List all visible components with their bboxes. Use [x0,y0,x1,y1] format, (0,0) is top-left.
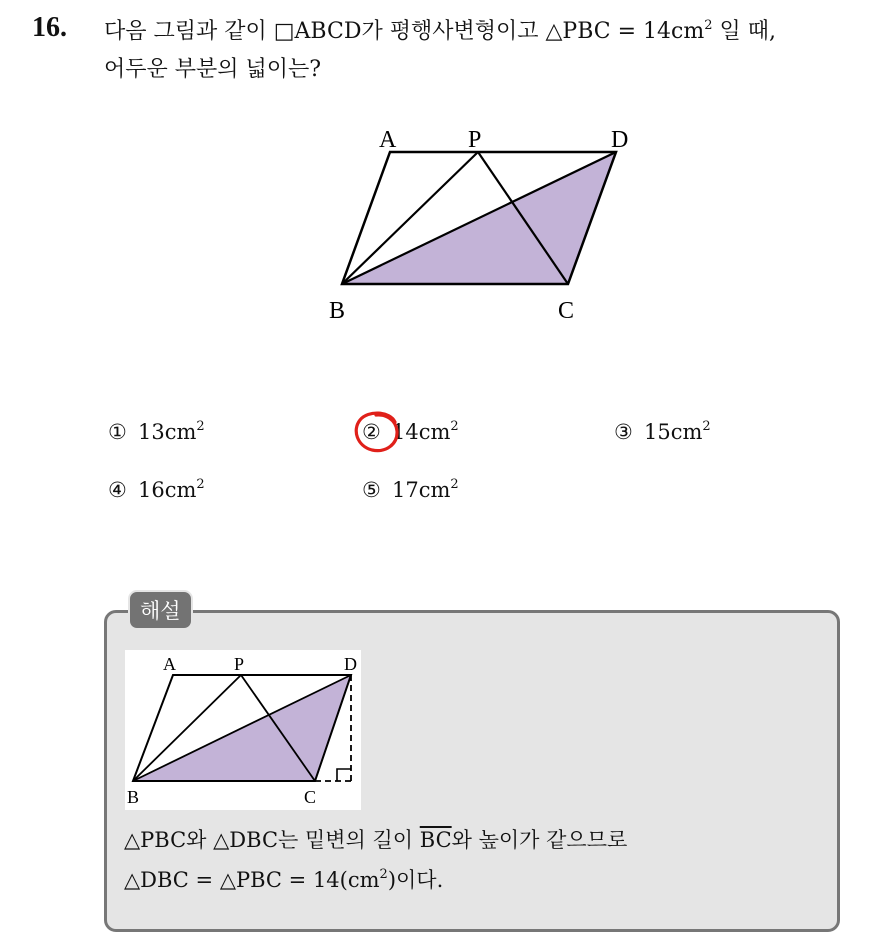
superscript: 2 [704,18,713,33]
vertex-label-p: P [468,127,482,153]
question-text-line2: 어두운 부분의 넓이는? [104,57,322,82]
choice-mark: ① [108,420,127,444]
vertex-label-d: D [611,127,629,153]
question-number: 16. [32,12,67,43]
question-text-part: 다음 그림과 같이 □ABCD가 평행사변형이고 △PBC = 14cm [104,19,705,44]
solution-tag: 해설 [128,590,193,630]
solution-text-line2 [124,864,443,894]
superscript: 2 [196,477,205,492]
solution-text-part: △DBC = △PBC = 14(cm [124,868,380,892]
choice-mark: ③ [614,420,633,444]
solution-figure [125,650,361,810]
choice-mark: ⑤ [362,478,381,502]
choice-1[interactable] [108,420,205,444]
choice-mark: ② [362,420,381,444]
vertex-label-b: B [127,787,140,807]
superscript: 2 [450,477,459,492]
segment-bc-overline: $\overline{BC}$ [419,828,452,852]
choice-value: 17cm [392,478,451,502]
choice-value: 16cm [138,478,197,502]
solution-text-part: △PBC와 △DBC는 밑변의 길이 [124,828,420,852]
choice-value: 14cm [392,420,451,444]
choice-3[interactable] [614,420,711,444]
choice-mark: ④ [108,478,127,502]
choice-4[interactable] [108,478,205,502]
right-angle-mark [337,769,351,781]
choice-5[interactable] [362,478,459,502]
question-text-line1 [104,14,776,45]
solution-text-part: )이다. [387,868,444,892]
superscript: 2 [196,419,205,434]
vertex-label-b: B [329,298,346,324]
superscript: 2 [379,867,388,882]
vertex-label-c: C [558,298,575,324]
vertex-label-d: D [344,654,357,674]
choice-value: 15cm [644,420,703,444]
question-text-part: 일 때, [712,19,776,44]
solution-text-line1 [124,824,627,854]
choice-value: 13cm [138,420,197,444]
solution-text-part: 와 높이가 같으므로 [451,828,628,852]
vertex-label-p: P [234,654,245,674]
vertex-label-c: C [304,787,317,807]
superscript: 2 [702,419,711,434]
vertex-label-a: A [379,127,397,153]
answer-circle-mark [352,408,402,454]
parallelogram-figure [322,122,642,327]
superscript: 2 [450,419,459,434]
vertex-label-a: A [163,654,176,674]
